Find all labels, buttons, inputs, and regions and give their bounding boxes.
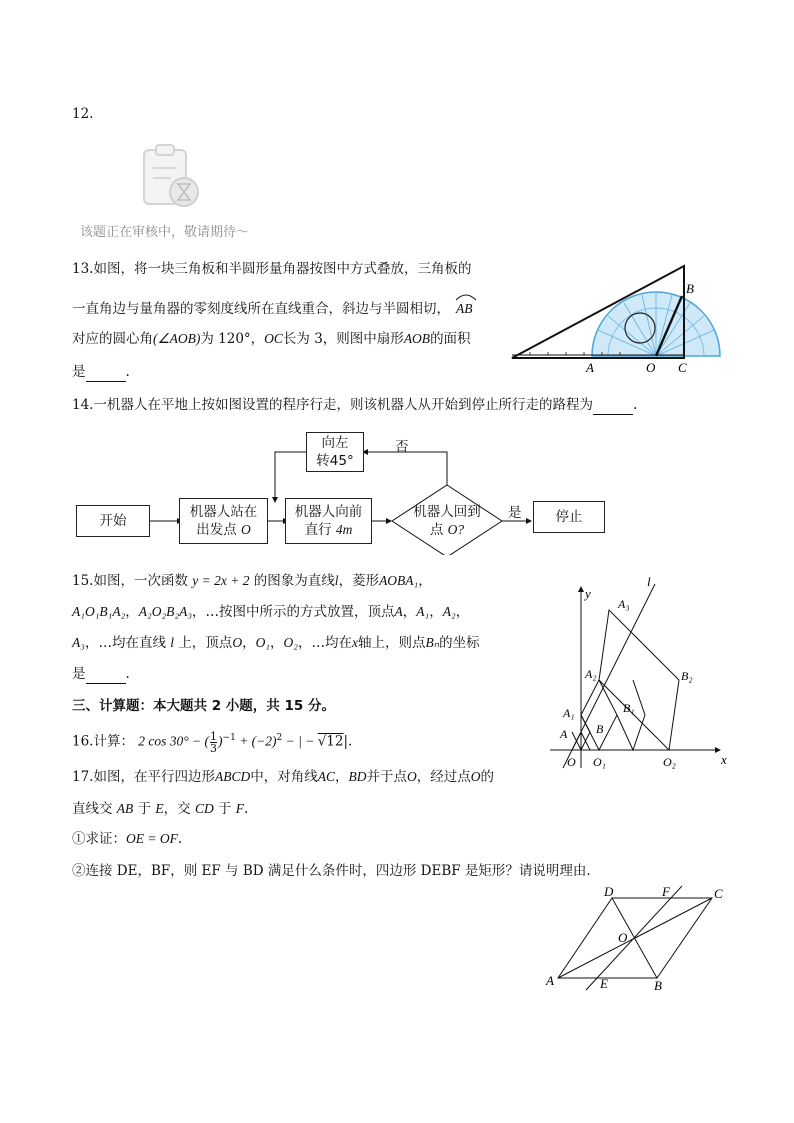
q17-part2: ②连接 DE，BF，则 EF 与 BD 满足什么条件时，四边形 DEBF 是矩形？请说明理由． <box>72 863 600 879</box>
q17-part1: ①求证：OE = OF. <box>72 831 183 847</box>
q16-line: 16.计算： 2 cos 30° − ( $\frac{1}{3}$ )$^{-1} + (-2)^2$ − | − √12|. <box>72 729 353 755</box>
flow-start: 开始 <box>76 505 150 537</box>
label-x: x <box>721 752 727 767</box>
q13-line3: 对应的圆心角(∠AOB)为 120°，OC长为 3，则图中扇形AOB的面积 <box>72 331 471 347</box>
q13-line2: 一直角边与量角器的零刻度线所在直线重合，斜边与半圆相切， AB <box>72 295 473 319</box>
fraction: $\frac{1}{3}$ <box>210 729 218 755</box>
flow-stand: 机器人站在 出发点 O <box>179 498 268 544</box>
q14-flowchart <box>70 425 630 555</box>
section3-heading: 三、计算题：本大题共 2 小题，共 15 分。 <box>72 698 335 714</box>
q17-figure <box>540 884 730 994</box>
arc-ab: AB <box>456 295 473 319</box>
flow-turn: 向左 转45° <box>306 432 364 472</box>
flow-yes-label: 是 <box>508 505 522 521</box>
label-a3: A₃ <box>618 597 630 611</box>
review-pending-icon <box>138 140 208 212</box>
flow-forward: 机器人向前 直行 4m <box>285 498 372 544</box>
label-a: A <box>560 727 568 741</box>
label-c: C <box>714 886 723 901</box>
label-e: E <box>600 976 608 991</box>
q15-line1: 15.如图，一次函数 y = 2x + 2 的图象为直线l，菱形AOBA₁， <box>72 573 432 589</box>
answer-blank <box>86 367 126 382</box>
label-b: B <box>654 978 662 993</box>
label-b: B <box>686 281 694 296</box>
label-o: O <box>567 755 576 769</box>
label-d: D <box>604 884 614 899</box>
q13-figure <box>500 258 730 378</box>
label-y: y <box>585 586 591 601</box>
label-c: C <box>678 360 687 375</box>
q13-line1: 13.如图，将一块三角板和半圆形量角器按图中方式叠放，三角板的 <box>72 261 472 277</box>
flow-no-label: 否 <box>395 439 409 455</box>
label-b2: B₂ <box>681 669 693 683</box>
q14-line1: 14.一机器人在平地上按如图设置的程序行走，则该机器人从开始到停止所行走的路程为 . <box>72 397 638 413</box>
flow-stop: 停止 <box>533 501 605 533</box>
label-b: B <box>596 722 604 736</box>
label-a: A <box>586 360 594 375</box>
q13-line4: 是 . <box>72 364 130 380</box>
label-a: A <box>546 973 554 988</box>
q15-line4: 是 . <box>72 666 130 682</box>
label-a2: A₂ <box>585 667 597 681</box>
q15-line2: A₁O₁B₁A₂，A₂O₂B₂A₃，…按图中所示的方式放置，顶点A，A₁，A₂， <box>72 604 470 620</box>
q15-figure <box>545 572 730 772</box>
label-b1: B₁ <box>623 701 635 715</box>
answer-blank <box>593 400 633 415</box>
label-o: O <box>618 930 628 945</box>
label-o2: O₂ <box>663 755 676 769</box>
label-o1: O₁ <box>593 755 606 769</box>
review-pending-text: 该题正在审核中，敬请期待～ <box>80 225 250 240</box>
q17-line2: 直线交 AB 于 E，交 CD 于 F. <box>72 801 249 817</box>
label-f: F <box>662 884 670 899</box>
label-a1: A₁ <box>563 706 575 720</box>
flow-decision: 机器人回到 点 O? <box>413 504 481 538</box>
label-l: l <box>647 574 651 589</box>
answer-blank <box>86 669 126 684</box>
q17-line1: 17.如图，在平行四边形ABCD中，对角线AC，BD并于点O，经过点O的 <box>72 769 494 785</box>
q15-line3: A₃，…均在直线 l 上，顶点O，O₁，O₂，…均在x轴上，则点Bₙ的坐标 <box>72 635 480 651</box>
label-o: O <box>646 360 656 375</box>
q12-number: 12. <box>72 106 94 122</box>
